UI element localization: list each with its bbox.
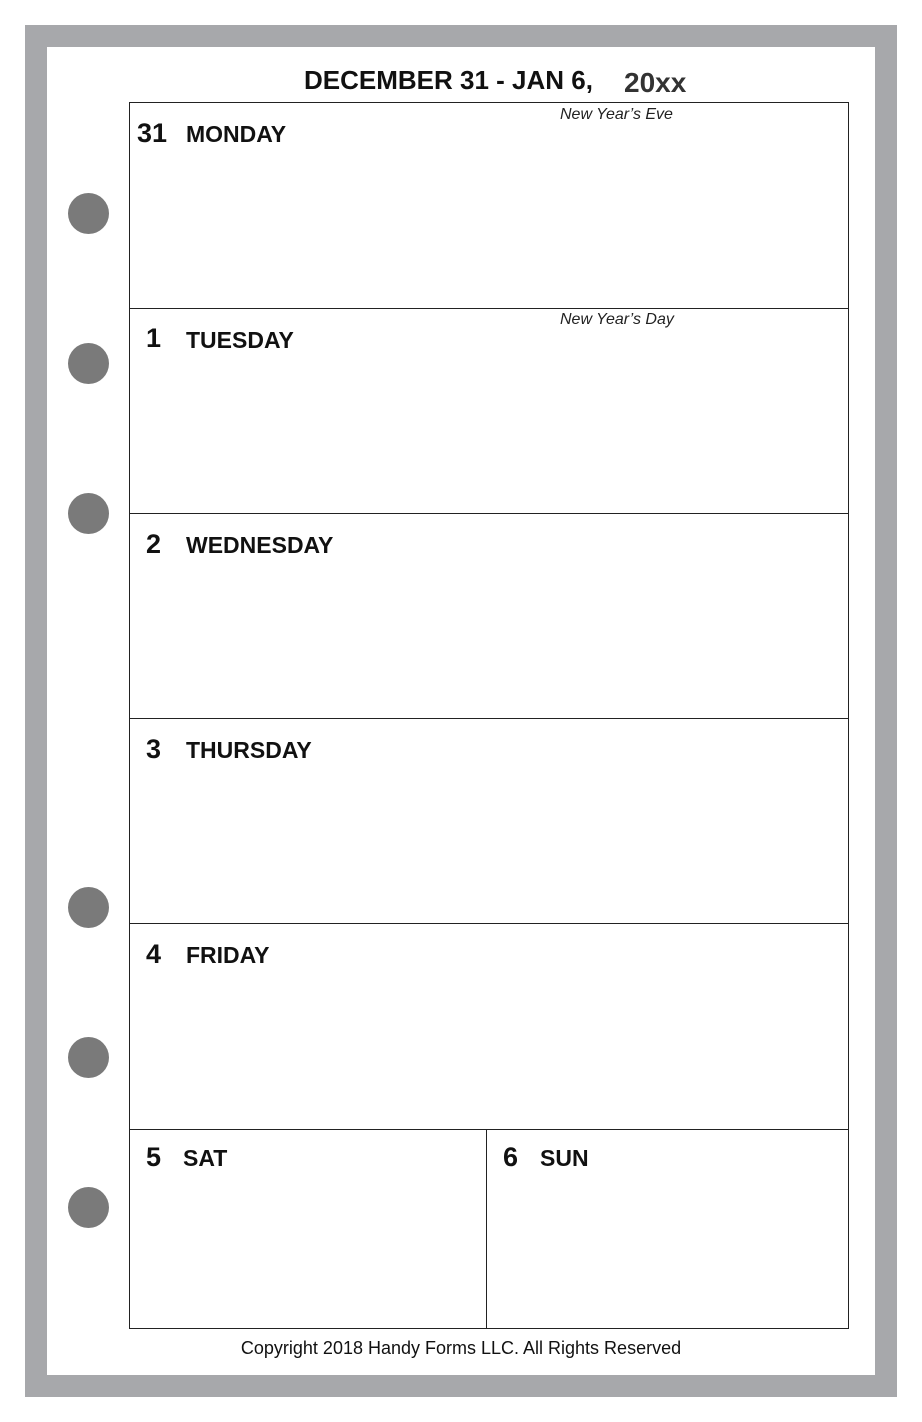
day-row-monday[interactable] xyxy=(130,103,848,309)
day-number: 2 xyxy=(146,529,162,559)
year-label: 20xx xyxy=(624,67,687,98)
day-row-friday[interactable] xyxy=(130,924,848,1130)
day-name: THURSDAY xyxy=(186,737,312,763)
punch-hole xyxy=(68,1037,109,1078)
week-range-title: DECEMBER 31 - JAN 6, xyxy=(304,65,593,95)
day-name: WEDNESDAY xyxy=(186,532,334,558)
day-number: 1 xyxy=(146,323,162,353)
punch-hole xyxy=(68,887,109,928)
day-number: 6 xyxy=(503,1142,519,1172)
day-number: 5 xyxy=(146,1142,162,1172)
week-grid xyxy=(129,102,849,1329)
copyright-footer: Copyright 2018 Handy Forms LLC. All Rights Reserved xyxy=(240,1338,682,1358)
punch-hole xyxy=(68,1187,109,1228)
day-row-wednesday[interactable] xyxy=(130,514,848,719)
punch-hole xyxy=(68,193,109,234)
holiday-note: New Year’s Day xyxy=(560,311,674,328)
day-name: TUESDAY xyxy=(186,327,294,353)
day-row-tuesday[interactable] xyxy=(130,309,848,514)
day-cell-sunday[interactable] xyxy=(487,1130,847,1328)
holiday-note: New Year’s Eve xyxy=(560,106,673,123)
day-cell-saturday[interactable] xyxy=(130,1130,487,1328)
day-number: 31 xyxy=(137,118,168,148)
punch-hole xyxy=(68,343,109,384)
day-name: MONDAY xyxy=(186,121,287,147)
day-name: FRIDAY xyxy=(186,942,270,968)
day-name: SAT xyxy=(183,1145,228,1171)
day-number: 3 xyxy=(146,734,162,764)
punch-hole xyxy=(68,493,109,534)
day-number: 4 xyxy=(146,939,162,969)
day-name: SUN xyxy=(540,1145,589,1171)
day-row-thursday[interactable] xyxy=(130,719,848,924)
